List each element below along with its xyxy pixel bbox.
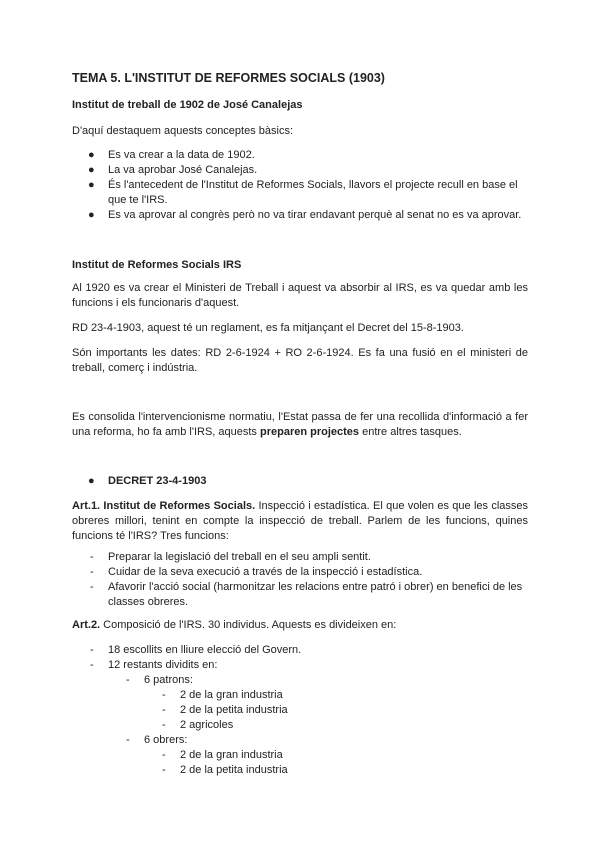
- dash-marker: -: [126, 734, 130, 746]
- dash-marker: -: [162, 749, 166, 761]
- intro-paragraph: D'aquí destaquem aquests conceptes bàsics:: [72, 125, 294, 137]
- list-item: ● La va aprobar José Canalejas.: [88, 164, 258, 176]
- list-item: - 6 patrons: - 2 de la gran industria - 2 de la petita industria - 2 agricoles: [126, 673, 528, 733]
- list-item: ● DECRET 23-4-1903: [88, 475, 207, 487]
- paragraph-rd-1903: RD 23-4-1903, aquest té un reglament, es fa mitjançant el Decret del 15-8-1903.: [72, 322, 464, 334]
- dash-marker: -: [90, 566, 94, 578]
- sublist-obrers: [162, 748, 528, 778]
- list-item: - 2 de la gran industria: [162, 749, 283, 761]
- article-1-functions-list: [72, 550, 528, 610]
- list-item: - Preparar la legislació del treball en el seu ampli sentit.: [90, 551, 371, 563]
- section-heading-institut-treball: Institut de treball de 1902 de José Canalejas: [72, 99, 303, 111]
- bullet-icon: ●: [88, 179, 95, 191]
- document-title: TEMA 5. L'INSTITUT DE REFORMES SOCIALS (1903): [72, 71, 385, 85]
- dash-marker: -: [90, 644, 94, 656]
- dash-marker: -: [162, 764, 166, 776]
- article-1-label: Art.1. Institut de Reformes Socials.: [72, 500, 256, 512]
- list-item: - 2 de la petita industria: [162, 704, 288, 716]
- article-2-paragraph: Art.2. Composició de l'IRS. 30 individus. Aquests es divideixen en:: [72, 619, 397, 631]
- bullet-icon: ●: [88, 209, 95, 221]
- list-item: ● És l'antecedent de l'Institut de Reformes Socials, llavors el projecte recull en base el que te l'IRS.: [88, 179, 518, 206]
- bullet-icon: ●: [88, 164, 95, 176]
- sublist-restants: [126, 673, 528, 778]
- article-2-composition-list: [72, 643, 528, 778]
- list-item: - Afavorir l'acció social (harmonitzar les relacions entre patró i obrer) en benefici de les classes obreres.: [90, 581, 523, 608]
- list-item: - 6 obrers: - 2 de la gran industria - 2 de la petita industria: [126, 733, 528, 778]
- concepts-bullet-list: [72, 148, 528, 223]
- paragraph-dates: Són importants les dates: RD 2-6-1924 + RO 2-6-1924. Es fa una fusió en el ministeri de treball, comerç i indústria.: [72, 347, 528, 374]
- bold-emphasis: preparen projectes: [259, 426, 360, 438]
- bullet-icon: ●: [88, 149, 95, 161]
- list-item: - 18 escollits en lliure elecció del Govern.: [90, 644, 302, 656]
- list-item: - 2 de la petita industria: [162, 764, 288, 776]
- sublist-patrons: [162, 688, 528, 733]
- bullet-icon: ●: [88, 475, 95, 487]
- paragraph-ministeri: Al 1920 es va crear el Ministeri de Treball i aquest va absorbir al IRS, es va quedar amb les funcions i els funcionaris d'aquest.: [72, 282, 528, 309]
- dash-marker: -: [90, 581, 94, 593]
- list-item: - 12 restants dividits en: - 6 patrons: - 2 de la gran industria - 2 de la petita industria - 2 agricoles - 6 obrers: - 2 de la gran industria - 2 de la petita industria: [72, 658, 528, 778]
- dash-marker: -: [162, 719, 166, 731]
- article-1-paragraph: Art.1. Institut de Reformes Socials. Inspecció i estadística. El que volen es que les classes obreres millori, tenint en compte la inspecció de treball. Parlem de les funcions, quines funcions té l'IRS? Tres funcions:: [72, 500, 529, 542]
- list-item: - 2 agricoles: [162, 719, 234, 731]
- dash-marker: -: [90, 551, 94, 563]
- list-item: ● Es va aprovar al congrès però no va tirar endavant perquè al senat no es va aprovar.: [88, 209, 522, 221]
- list-item: - 2 de la gran industria: [162, 689, 283, 701]
- paragraph-intervencionisme: Es consolida l'intervencionisme normatiu, l'Estat passa de fer una recollida d'informació a fer una reforma, ho fa amb l'IRS, aquests preparen projectes entre altres tasques.: [72, 411, 528, 438]
- section-heading-irs: Institut de Reformes Socials IRS: [72, 259, 242, 271]
- dash-marker: -: [162, 704, 166, 716]
- dash-marker: -: [162, 689, 166, 701]
- dash-marker: -: [90, 659, 94, 671]
- list-item: ● Es va crear a la data de 1902.: [88, 149, 255, 161]
- dash-marker: -: [126, 674, 130, 686]
- list-item: - Cuidar de la seva execució a través de la inspecció i estadística.: [90, 566, 423, 578]
- decret-bullet: [72, 474, 528, 489]
- article-2-label: Art.2.: [72, 619, 101, 631]
